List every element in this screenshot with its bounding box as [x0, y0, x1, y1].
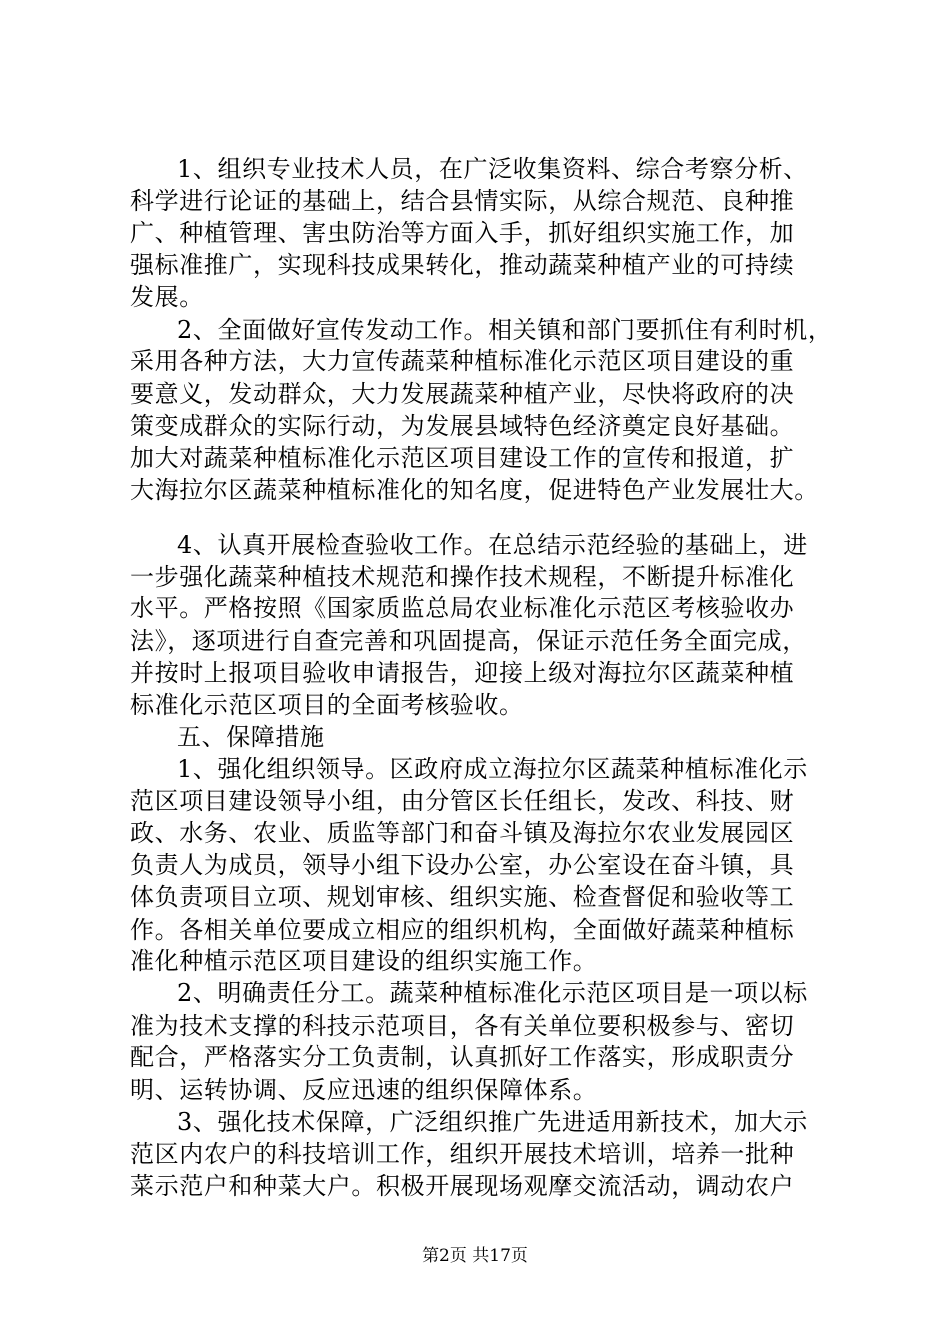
text-line: 范区项目建设领导小组，由分管区长任组长，发改、科技、财 — [130, 787, 795, 815]
text-line: 1、组织专业技术人员，在广泛收集资料、综合考察分析、 — [177, 155, 808, 183]
text-line: 明、运转协调、反应迅速的组织保障体系。 — [130, 1076, 598, 1104]
text-line: 1、强化组织领导。区政府成立海拉尔区蔬菜种植标准化示 — [177, 755, 808, 783]
text-line: 一步强化蔬菜种植技术规范和操作技术规程，不断提升标准化 — [130, 563, 795, 591]
text-line: 作。各相关单位要成立相应的组织机构，全面做好蔬菜种植标 — [130, 916, 795, 944]
text-line: 准化种植示范区项目建设的组织实施工作。 — [130, 947, 598, 975]
text-line: 准为技术支撑的科技示范项目，各有关单位要积极参与、密切 — [130, 1012, 795, 1040]
text-line: 体负责项目立项、规划审核、组织实施、检查督促和验收等工 — [130, 883, 795, 911]
text-line: 政、水务、农业、质监等部门和奋斗镇及海拉尔农业发展园区 — [130, 819, 795, 847]
text-line: 标准化示范区项目的全面考核验收。 — [130, 691, 524, 719]
text-line: 强标准推广，实现科技成果转化，推动蔬菜种植产业的可持续 — [130, 251, 795, 279]
page-number-footer: 第2页 共17页 — [422, 1246, 528, 1266]
text-line: 范区内农户的科技培训工作，组织开展技术培训，培养一批种 — [130, 1140, 795, 1168]
text-line: 发展。 — [130, 283, 204, 311]
text-line: 广、种植管理、害虫防治等方面入手，抓好组织实施工作，加 — [130, 219, 795, 247]
text-line: 4、认真开展检查验收工作。在总结示范经验的基础上，进 — [177, 531, 808, 559]
text-line: 水平。严格按照《国家质监总局农业标准化示范区考核验收办 — [130, 594, 795, 622]
text-line: 配合，严格落实分工负责制，认真抓好工作落实，形成职责分 — [130, 1043, 795, 1071]
section-heading: 五、保障措施 — [177, 723, 325, 751]
text-line: 法》，逐项进行自查完善和巩固提高，保证示范任务全面完成， — [130, 627, 807, 655]
text-line: 3、强化技术保障，广泛组织推广先进适用新技术，加大示 — [177, 1108, 808, 1136]
text-line: 2、全面做好宣传发动工作。相关镇和部门要抓住有利时机， — [177, 316, 833, 344]
text-line: 策变成群众的实际行动，为发展县域特色经济奠定良好基础。 — [130, 412, 795, 440]
text-line: 采用各种方法，大力宣传蔬菜种植标准化示范区项目建设的重 — [130, 347, 795, 375]
text-line: 并按时上报项目验收申请报告，迎接上级对海拉尔区蔬菜种植 — [130, 659, 795, 687]
text-line: 2、明确责任分工。蔬菜种植标准化示范区项目是一项以标 — [177, 979, 808, 1007]
text-line: 要意义，发动群众，大力发展蔬菜种植产业，尽快将政府的决 — [130, 380, 795, 408]
text-line: 大海拉尔区蔬菜种植标准化的知名度，促进特色产业发展壮大。 — [130, 476, 819, 504]
text-line: 菜示范户和种菜大户。积极开展现场观摩交流活动，调动农户 — [130, 1172, 795, 1200]
text-line: 科学进行论证的基础上，结合县情实际，从综合规范、良种推 — [130, 187, 795, 215]
text-line: 加大对蔬菜种植标准化示范区项目建设工作的宣传和报道，扩 — [130, 444, 795, 472]
text-line: 负责人为成员，领导小组下设办公室，办公室设在奋斗镇，具 — [130, 851, 795, 879]
